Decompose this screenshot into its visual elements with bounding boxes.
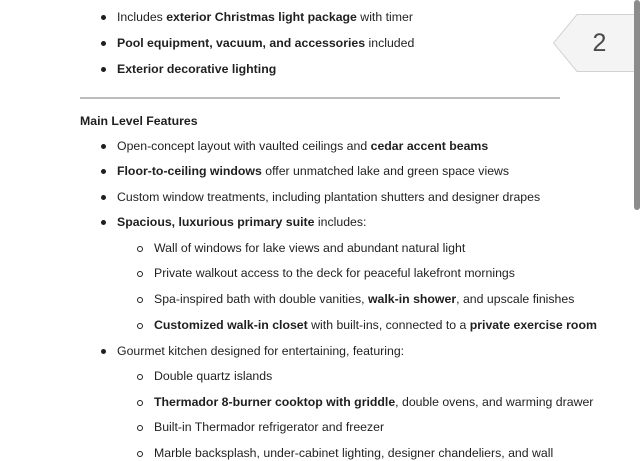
bullet-disc-icon	[101, 15, 106, 20]
list-item	[117, 138, 488, 154]
bullet-disc-icon	[101, 67, 106, 72]
list-item	[117, 214, 366, 230]
bold-text: Customized walk-in closet	[154, 318, 308, 332]
text: Marble backsplash, under-cabinet lighting, designer chandeliers, and wall	[154, 446, 554, 460]
text: Private walkout access to the deck for peaceful lakefront mornings	[154, 266, 515, 280]
text: Built-in Thermador refrigerator and freezer	[154, 420, 385, 434]
section-heading: Main Level Features	[80, 114, 198, 128]
text: included	[365, 36, 415, 50]
sub-list-item	[154, 394, 593, 410]
text: Custom window treatments, including plantation shutters and designer drapes	[117, 190, 541, 204]
bullet-disc-icon	[101, 220, 106, 225]
sub-list-item	[154, 445, 553, 461]
text: with built-ins, connected to a	[307, 318, 470, 332]
bullet-circle-icon	[137, 425, 143, 431]
section-divider	[80, 97, 560, 99]
list-item	[117, 35, 414, 51]
bold-text: Thermador 8-burner cooktop with griddle	[154, 395, 396, 409]
bullet-disc-icon	[101, 144, 106, 149]
list-item	[117, 343, 404, 359]
text: Gourmet kitchen designed for entertaining, featuring:	[117, 344, 405, 358]
sub-list-item	[154, 240, 465, 256]
list-item	[117, 61, 276, 77]
text: , double ovens, and warming drawer	[395, 395, 594, 409]
text: includes:	[314, 215, 367, 229]
bullet-disc-icon	[101, 349, 106, 354]
page-number-tab	[553, 14, 640, 72]
text: Wall of windows for lake views and abundant natural light	[154, 241, 466, 255]
bullet-circle-icon	[137, 271, 143, 277]
bold-text: Pool equipment, vacuum, and accessories	[117, 36, 366, 50]
bold-text: Spacious, luxurious primary suite	[117, 215, 315, 229]
sub-list-item	[154, 265, 515, 281]
bullet-disc-icon	[101, 41, 106, 46]
bullet-circle-icon	[137, 400, 143, 406]
bullet-circle-icon	[137, 451, 143, 457]
text: Open-concept layout with vaulted ceilings and	[117, 139, 371, 153]
bullet-disc-icon	[101, 169, 106, 174]
text: Double quartz islands	[154, 369, 273, 383]
sub-list-item	[154, 419, 384, 435]
sub-list-item	[154, 368, 272, 384]
bold-text: walk-in shower	[367, 292, 457, 306]
bold-text: Exterior decorative lighting	[117, 62, 277, 76]
text: offer unmatched lake and green space views	[261, 164, 510, 178]
sub-list-item	[154, 291, 574, 307]
scrollbar-thumb[interactable]	[634, 0, 640, 210]
bold-text: private exercise room	[469, 318, 597, 332]
list-item	[117, 163, 509, 179]
text: Spa-inspired bath with double vanities,	[154, 292, 368, 306]
list-item	[117, 9, 413, 25]
text: , and upscale finishes	[456, 292, 575, 306]
text: with timer	[356, 10, 413, 24]
text: Includes	[117, 10, 167, 24]
bullet-disc-icon	[101, 195, 106, 200]
bullet-circle-icon	[137, 297, 143, 303]
page-number: 2	[592, 28, 607, 57]
list-item	[117, 189, 540, 205]
bullet-circle-icon	[137, 323, 143, 329]
bold-text: cedar accent beams	[370, 139, 489, 153]
sub-list-item	[154, 317, 597, 333]
bold-text: exterior Christmas light package	[166, 10, 357, 24]
bold-text: Floor-to-ceiling windows	[117, 164, 262, 178]
bullet-circle-icon	[137, 246, 143, 252]
bullet-circle-icon	[137, 374, 143, 380]
